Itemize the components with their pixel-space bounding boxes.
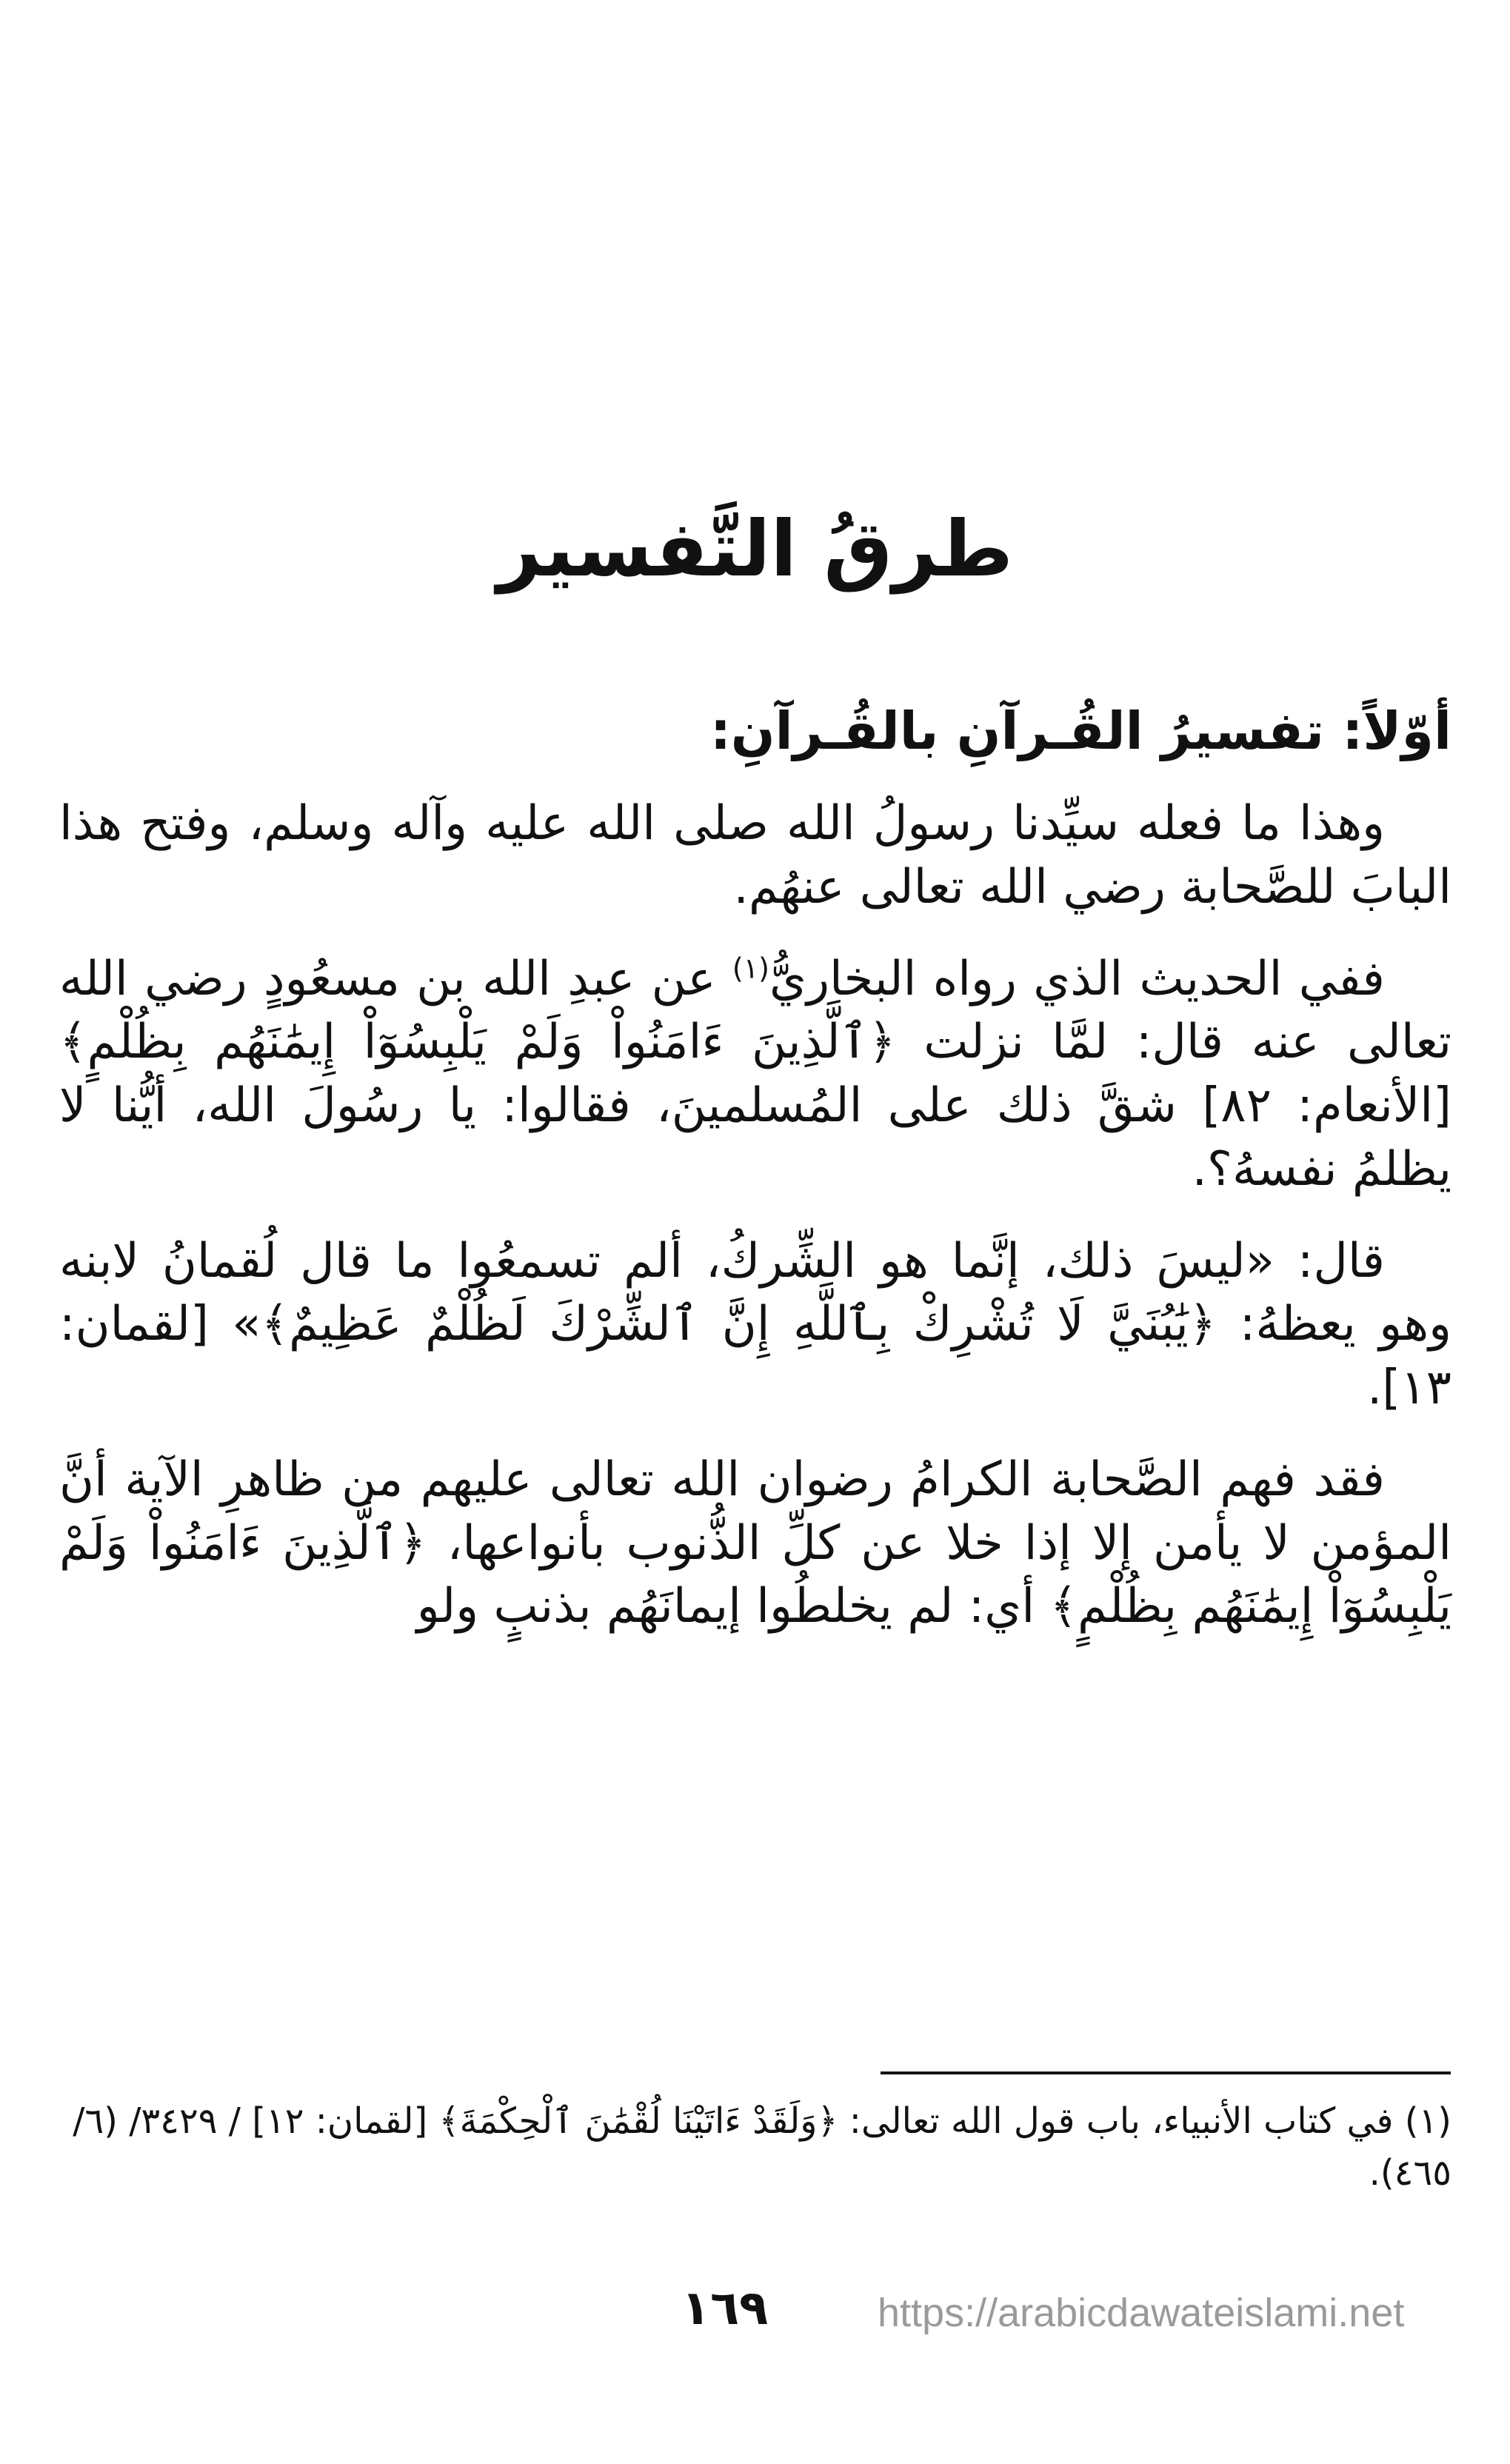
footnote xyxy=(59,2096,1451,2199)
paragraph-3: قال: «ليسَ ذلك، إنَّما هو الشِّركُ، ألم تسمعُوا ما قال لُقمانُ لابنه وهو يعظهُ: ﴿يَٰبُنَيَّ لَا تُشْرِكْ بِٱللَّهِ إِنَّ ٱلشِّرْكَ لَظُلْمٌ عَظِيمٌ﴾» [لقمان: ١٣]. xyxy=(59,1233,1451,1415)
paragraph-2-text-before: ففي الحديث الذي رواه البخاريُّ xyxy=(769,951,1386,1006)
paragraph-2-text-after: عن عبدِ الله بن مسعُودٍ رضي الله تعالى عنه قال: لمَّا نزلت ﴿ٱلَّذِينَ ءَامَنُواْ وَلَمْ يَلْبِسُوٓاْ إِيمَٰنَهُم بِظُلْمٍ﴾ [الأنعام: ٨٢] شقَّ ذلك على المُسلمينَ، فقالوا: يا رسُولَ الله، أيُّنا لا يظلمُ نفسهُ؟. xyxy=(59,951,1452,1197)
paragraph-1: وهذا ما فعله سيِّدنا رسولُ الله صلى الله عليه وآله وسلم، وفتح هذا البابَ للصَّحابة رضي الله تعالى عنهُم. xyxy=(59,796,1451,915)
footnote-reference: (١) xyxy=(732,952,769,985)
page-footer xyxy=(0,2281,1510,2355)
body-text xyxy=(59,692,1451,1667)
watermark-url: https://arabicdawateislami.net xyxy=(878,2291,1405,2335)
paragraph-2 xyxy=(59,948,1451,1202)
page-title: طرقُ التَّفسير xyxy=(497,503,1013,594)
section-heading: أوّلاً: تفسيرُ القُـرآنِ بالقُـرآنِ: xyxy=(709,701,1451,761)
footnote-number: (١) xyxy=(1404,2100,1451,2142)
footnote-divider xyxy=(881,2071,1451,2074)
footnote-text: في كتاب الأنبياء، باب قول الله تعالى: ﴿وَلَقَدْ ءَاتَيْنَا لُقْمَٰنَ ٱلْحِكْمَةَ﴾ [لقمان: ١٢] / ٣٤٢٩/ (٦/ ٤٦٥). xyxy=(73,2100,1451,2194)
paragraph-4: فقد فهم الصَّحابة الكرامُ رضوان الله تعالى عليهم من ظاهرِ الآية أنَّ المؤمن لا يأمن إلا إذا خلا عن كلِّ الذُّنوب بأنواعها، ﴿ٱلَّذِينَ ءَامَنُواْ وَلَمْ يَلْبِسُوٓاْ إِيمَٰنَهُم بِظُلْمٍ﴾ أي: لم يخلطُوا إيمانَهُم بذنبٍ ولو xyxy=(59,1452,1451,1635)
page-number: ١٦٩ xyxy=(681,2281,769,2336)
